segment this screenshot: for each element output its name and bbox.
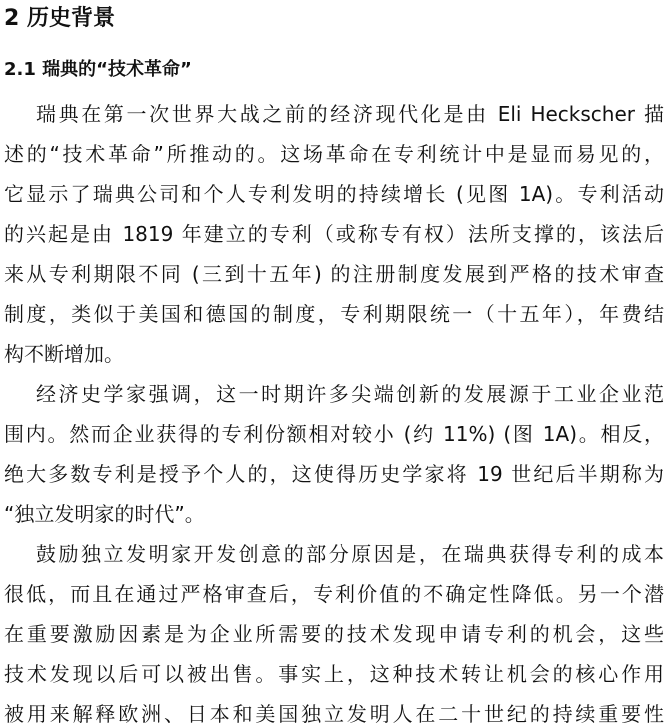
- paragraph-1-line-5: 来从专利期限不同 (三到十五年) 的注册制度发展到严格的技术审查: [4, 262, 664, 286]
- paragraph-2-line-3: 绝大多数专利是授予个人的，这使得历史学家将 19 世纪后半期称为: [4, 462, 664, 486]
- subsection-heading: 2.1 瑞典的“技术革命”: [4, 59, 192, 80]
- paragraph-2-line-1: 经济史学家强调，这一时期许多尖端创新的发展源于工业企业范: [36, 382, 664, 406]
- paragraph-3-line-2: 很低，而且在通过严格审查后，专利价值的不确定性降低。另一个潜: [4, 582, 664, 606]
- paragraph-2-line-2: 围内。然而企业获得的专利份额相对较小 (约 11%) (图 1A)。相反，: [4, 422, 664, 446]
- paragraph-3-line-4: 技术发现以后可以被出售。事实上，这种技术转让机会的核心作用: [4, 662, 664, 686]
- paragraph-1-line-3: 它显示了瑞典公司和个人专利发明的持续增长 (见图 1A)。专利活动: [4, 182, 664, 206]
- paragraph-1-line-1: 瑞典在第一次世界大战之前的经济现代化是由 Eli Heckscher 描: [36, 102, 664, 126]
- section-heading: 2 历史背景: [4, 6, 115, 31]
- paragraph-1-line-2: 述的“技术革命”所推动的。这场革命在专利统计中是显而易见的，: [4, 142, 664, 166]
- paragraph-2-line-4: “独立发明家的时代”。: [4, 502, 205, 526]
- paragraph-1-line-4: 的兴起是由 1819 年建立的专利（或称专有权）法所支撑的，该法后: [4, 222, 664, 246]
- paragraph-3-line-1: 鼓励独立发明家开发创意的部分原因是，在瑞典获得专利的成本: [36, 542, 664, 566]
- paragraph-3-line-5: 被用来解释欧洲、日本和美国独立发明人在二十世纪的持续重要性: [4, 702, 664, 726]
- paragraph-3-line-3: 在重要激励因素是为企业所需要的技术发现申请专利的机会，这些: [4, 622, 664, 646]
- paragraph-1-line-6: 制度，类似于美国和德国的制度，专利期限统一（十五年），年费结: [4, 302, 664, 326]
- paragraph-1-line-7: 构不断增加。: [4, 342, 124, 366]
